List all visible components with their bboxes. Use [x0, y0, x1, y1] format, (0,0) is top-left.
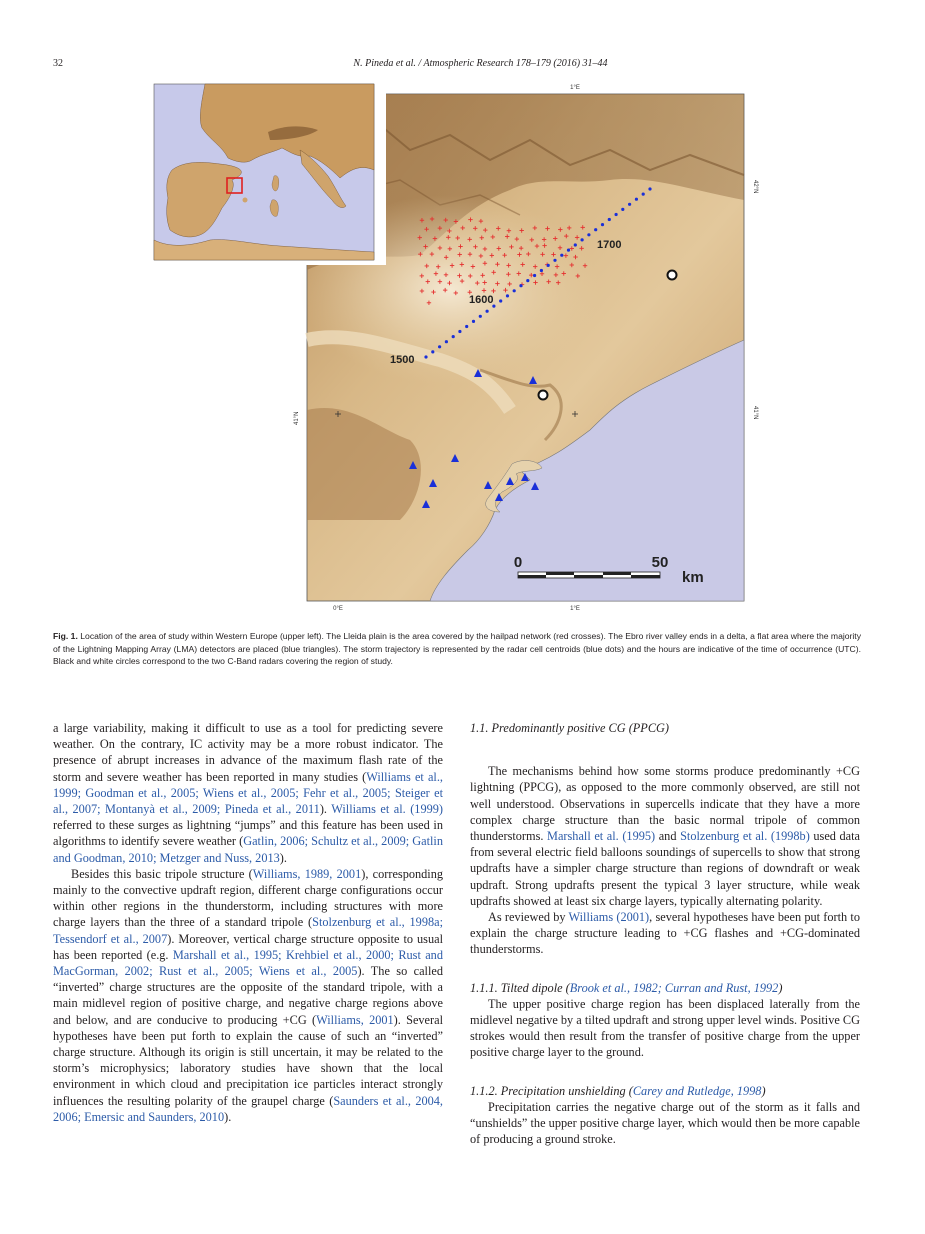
left-column [53, 720, 443, 1125]
text-run: ). Several hypotheses have been put forth to explain the cause of such an “inverted” charge structure. Although its origin is still uncertain, it may be related to the storm’s microphysics; laboratory studies have shown that the local environment in which cloud and precipitation ice particles interact strongly influences the resulting polarity of the graupel charge ( [53, 1012, 443, 1108]
paragraph [53, 866, 443, 1125]
trajectory-dot [601, 223, 604, 226]
running-head [0, 58, 925, 69]
trajectory-dot [547, 264, 550, 267]
trajectory-dot [642, 193, 645, 196]
time-label-1700: 1700 [597, 239, 622, 251]
text-run: Besides this basic tripole structure ( [71, 866, 253, 881]
paragraph [470, 763, 860, 909]
citation-link[interactable]: Williams et al., 1999; Goodman et al., 2005; Wiens et al., 2005; Fehr et al., 2005; Steiger et al., 2007; Montanyà et al., 2009; Pineda et al., 2011 [53, 769, 443, 817]
citation-link[interactable]: Stolzenburg et al., 1998a; Tessendorf et al., 2007 [53, 915, 443, 946]
subsection-heading [470, 980, 860, 996]
time-label-1600: 1600 [469, 294, 494, 306]
trajectory-dot [513, 289, 516, 292]
citation-link[interactable]: Williams (2001) [568, 910, 650, 925]
heading-close: ) [778, 980, 783, 995]
trajectory-dot [587, 233, 590, 236]
subsection-heading [470, 1083, 860, 1099]
figure-caption [53, 630, 861, 668]
trajectory-dot [560, 254, 563, 257]
trajectory-dot [472, 320, 475, 323]
caption-text: Location of the area of study within Western Europe (upper left). The Lleida plain is the area covered by the hailpad network (red crosses). The Ebro river valley ends in a delta, a flat area where the majority of the Lightning Mapping Array (LMA) detectors are placed (blue triangles). The storm trajectory is represented by the radar cell centroids (blue dots) and the hours are indicative of the time of occurrence (UTC). Black and white circles correspond to the two C-Band radars covering the region of study. [53, 631, 861, 667]
inset-map [150, 80, 386, 265]
citation-link[interactable]: Marshall et al., 1995; Krehbiel et al., 2000; Rust and MacGorman, 2002; Rust et al., 2005; Wiens et al., 2005 [53, 947, 443, 979]
lat-label-left: 41°N [294, 411, 300, 425]
lon-label-bottom-right: 1°E [570, 606, 580, 612]
trajectory-dot [438, 345, 441, 348]
trajectory-dot [431, 350, 434, 353]
heading-text: 1.1.2. Precipitation unshielding ( [470, 1083, 633, 1098]
scale-label-fifty: 50 [651, 554, 669, 571]
citation-link[interactable]: Brook et al., 1982; Curran and Rust, 1992 [569, 980, 779, 995]
trajectory-dot [465, 325, 468, 328]
text-run: ). Moreover, vertical charge structure opposite to usual has been reported (e.g. [53, 931, 443, 962]
trajectory-dot [506, 294, 509, 297]
trajectory-dot [574, 243, 577, 246]
citation-link[interactable]: Gatlin, 2006; Schultz et al., 2009; Gatlin and Goodman, 2010; Metzger and Nuss, 2013 [53, 834, 443, 865]
trajectory-dot [424, 355, 427, 358]
trajectory-dot [628, 203, 631, 206]
lat-label-right-mid: 41°N [752, 406, 758, 420]
trajectory-dot [533, 274, 536, 277]
scale-label-zero: 0 [513, 554, 523, 571]
scale-label-unit: km [682, 569, 704, 586]
trajectory-dot [615, 213, 618, 216]
citation-link[interactable]: Carey and Rutledge, 1998 [632, 1083, 762, 1098]
citation-link[interactable]: Saunders et al., 2004, 2006; Emersic and Saunders, 2010 [53, 1093, 443, 1124]
text-run: ). [319, 802, 332, 817]
citation-link[interactable]: Marshall et al. (1995) [547, 829, 656, 844]
running-head-text: N. Pineda et al. / Atmospheric Research 178–179 (2016) 31–44 [353, 58, 608, 69]
text-run: As reviewed by [488, 910, 569, 925]
paragraph [53, 720, 443, 866]
time-label-1500: 1500 [390, 354, 415, 366]
citation-link[interactable]: Williams, 2001 [316, 1012, 394, 1027]
page-number: 32 [53, 58, 63, 69]
trajectory-dot [458, 330, 461, 333]
citation-link[interactable]: Williams et al. (1999) [331, 802, 443, 817]
text-run: used data from several electric field balloons soundings of supercells to show that strong updrafts have a simpler charge structure than regions of downdraft or weak updraft. Strong updrafts present the typical 3 layer structure, while weak updrafts showed at least six charge layers, typically alternating polarity. [470, 829, 860, 908]
radar-circle [539, 391, 548, 400]
trajectory-dot [608, 218, 611, 221]
trajectory-dot [499, 299, 502, 302]
trajectory-dot [648, 187, 651, 190]
text-run: ). [279, 850, 287, 865]
text-run: ). [224, 1109, 232, 1124]
trajectory-dot [526, 279, 529, 282]
heading-text: 1.1.1. Tilted dipole ( [470, 980, 570, 995]
trajectory-dot [635, 198, 638, 201]
text-run: The mechanisms behind how some storms produce predominantly +CG lightning (PPCG), as opposed to the more commonly observed, are still not well understood. Observations in supercells indicate that they have a more complex charge structure than the basic normal tripole of common thunderstorms. [470, 764, 860, 844]
paragraph [470, 909, 860, 958]
figure-map [150, 80, 760, 615]
trajectory-dot [519, 284, 522, 287]
right-column [470, 720, 860, 1147]
trajectory-dot [540, 269, 543, 272]
trajectory-dot [452, 335, 455, 338]
trajectory-dot [553, 259, 556, 262]
trajectory-dot [445, 340, 448, 343]
paragraph: The upper positive charge region has been displaced laterally from the midlevel negative by a tilted updraft and strong upper level winds. Positive CG strokes would then result from the transfer of positive charge from the upper positive charge layer to the ground. [470, 996, 860, 1060]
lon-label-top: 1°E [570, 85, 580, 91]
trajectory-dot [621, 208, 624, 211]
trajectory-dot [567, 249, 570, 252]
trajectory-dot [581, 238, 584, 241]
text-run: , several hypotheses have been put forth to explain the charge structure leading to +CG flashes and +CG-dominated thunderstorms. [470, 910, 860, 957]
trajectory-dot [594, 228, 597, 231]
heading-close: ) [761, 1083, 766, 1098]
citation-link[interactable]: Williams, 1989, 2001 [252, 866, 362, 881]
text-run: a large variability, making it difficult to use as a tool for predicting severe weather. On the contrary, IC activity may be a more robust indicator. The presence of abrupt increases in advance of the maximum flash rate of the storm and severe weather has been reported in many studies ( [53, 721, 443, 784]
caption-label: Fig. 1. [53, 631, 78, 641]
text-run: ). The so called “inverted” charge structures are the opposite of the standard tripole, with a main midlevel region of positive charge, and negative charge regions above and below, and are conducive to producing +CG ( [53, 964, 443, 1027]
text-run: referred to these surges as lightning “jumps” and this feature has been used in algorithms to identify severe weather ( [53, 818, 443, 849]
citation-link[interactable]: Stolzenburg et al. (1998b) [680, 829, 810, 844]
text-run: ), corresponding mainly to the convective updraft region, different charge configurations occur within other regions in the thunderstorm, including structures with more charge layers than the three of a standard tripole ( [53, 866, 444, 930]
lon-label-bottom-left: 0°E [333, 606, 343, 612]
text-run: and [655, 829, 681, 844]
section-heading: 1.1. Predominantly positive CG (PPCG) [470, 721, 669, 735]
lat-label-right-top: 42°N [752, 180, 758, 194]
trajectory-dot [479, 315, 482, 318]
paragraph: Precipitation carries the negative charge out of the storm as it falls and “unshields” the upper positive charge layer, which would then be more capable of producing a ground stroke. [470, 1099, 860, 1147]
trajectory-dot [486, 310, 489, 313]
radar-circle [668, 271, 677, 280]
